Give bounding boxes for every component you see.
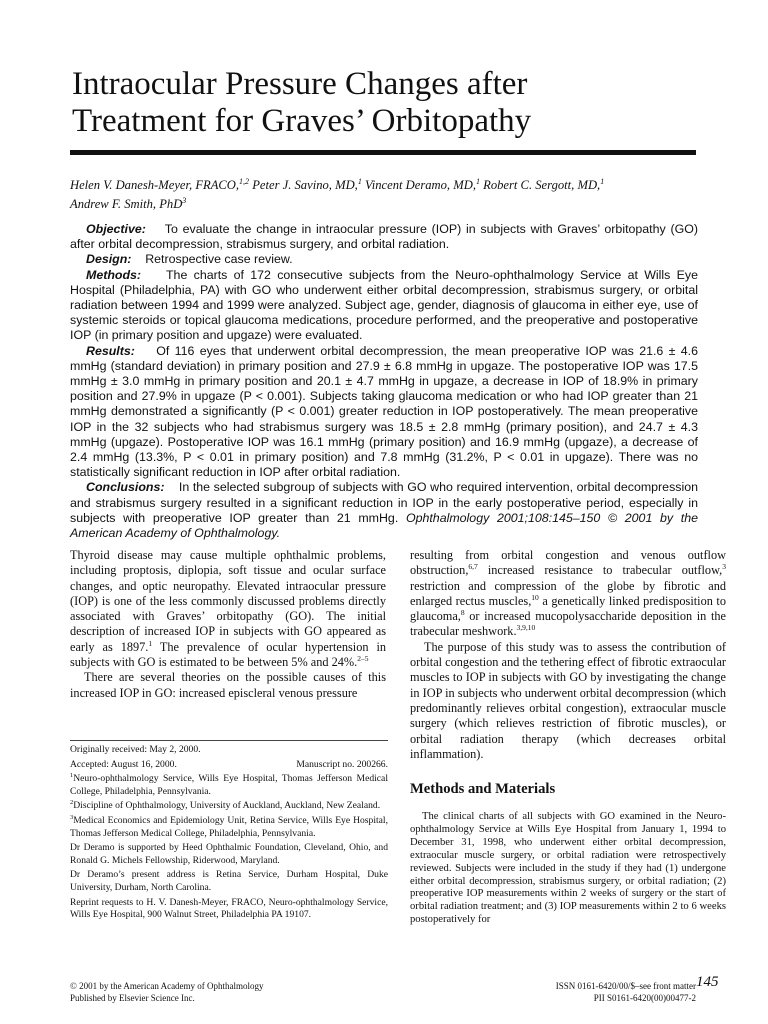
reference-sup: 3,9,10 xyxy=(516,623,536,633)
author-affiliation-sup: 3 xyxy=(182,196,187,206)
article-title xyxy=(72,66,692,140)
body-text: Thyroid disease may cause multiple ophthalmic problems, including proptosis, diplopia, soft tissue and ocular surface changes, and optic neuropathy. Elevated intraocular pressure (IOP) is one of the less commonly discussed problems directly associated with Graves’ orbitopathy (GO). The initial description of increased IOP in subjects with GO appeared as early as 1897. xyxy=(70,548,386,654)
footer-copyright xyxy=(70,981,370,1004)
body-paragraph: The clinical charts of all subjects with GO examined in the Neuro-ophthalmology Service at Wills Eye Hospital from January 1, 1994 to December 31, 1998, who underwent either orbital decompression, extraocular muscle surgery, or orbital radiation were retrospectively reviewed. Subjects were included in the study if they had (1) undergone either orbital decompression, strabismus surgery, or orbital radiation; (2) preoperative IOP measurements within 2 weeks of surgery or the start of orbital radiation treatment; and (3) IOP measurements within 2 to 6 weeks postoperatively for xyxy=(410,811,726,926)
footnote-sup: 1 xyxy=(70,772,74,779)
body-text: restriction and compression of the globe by fibrotic and enlarged rectus muscles, xyxy=(410,578,726,608)
footnote-accepted: Accepted: August 16, 2000. xyxy=(70,758,177,770)
footnote-sup: 2 xyxy=(70,799,74,807)
footnotes xyxy=(70,740,388,924)
footnote-support: Dr Deramo is supported by Heed Ophthalmic Foundation, Cleveland, Ohio, and Ronald G. Michels Fellowship, Riderwood, Maryland. xyxy=(70,842,388,866)
author-affiliation-sup: 1 xyxy=(475,177,480,186)
body-paragraph xyxy=(70,548,386,670)
results-label: Results: xyxy=(86,343,135,358)
footnote-text: Medical Economics and Epidemiology Unit, Retina Service, Wills Eye Hospital, Thomas Jefferson Medical College, Philadelphia, Pennsylvania. xyxy=(70,814,388,839)
conclusions-label: Conclusions: xyxy=(86,480,165,495)
body-text: a genetically linked predisposition to glaucoma, xyxy=(410,593,726,624)
abstract xyxy=(70,222,698,541)
abstract-results xyxy=(70,344,698,481)
manuscript-number: Manuscript no. 200266. xyxy=(296,758,388,770)
copyright-line: © 2001 by the American Academy of Ophthalmology xyxy=(70,981,264,991)
publisher-line: Published by Elsevier Science Inc. xyxy=(70,992,195,1003)
author-name: Robert C. Sergott, MD, xyxy=(483,178,601,193)
abstract-methods xyxy=(70,268,698,344)
author-affiliation-sup: 1,2 xyxy=(239,177,250,186)
body-text: or increased mucopolysaccharide deposition in the trabecular meshwork. xyxy=(410,609,726,639)
design-label: Design: xyxy=(86,252,132,267)
footnote-affiliation-2 xyxy=(70,800,388,813)
author-name: Vincent Deramo, MD, xyxy=(364,178,476,193)
reference-sup: 1 xyxy=(148,638,153,648)
reference-sup: 10 xyxy=(531,592,539,602)
footnote-text: Neuro-ophthalmology Service, Wills Eye Hospital, Thomas Jefferson Medical College, Philadelphia, Pennsylvania. xyxy=(70,773,388,797)
author-name: Peter J. Savino, MD, xyxy=(252,178,358,193)
design-text: Retrospective case review. xyxy=(145,252,293,267)
reference-sup: 8 xyxy=(460,608,465,618)
methods-section-text xyxy=(410,811,726,927)
methods-text: The charts of 172 consecutive subjects from the Neuro-ophthalmology Service at Wills Eye Hospital (Philadelphia, PA) with GO who underwent either orbital decompression, strabismus surgery, or orbital radiation between 1994 and 1999 were analyzed. Subject age, gender, diagnosis of glaucoma in either eye, use of systemic steroids or topical glaucoma medications, procedure performed, and the preoperative and postoperative IOP (in primary position and upgaze) were evaluated. xyxy=(70,267,699,343)
results-text: Of 116 eyes that underwent orbital decompression, the mean preoperative IOP was 21.6 ± 4.6 mmHg (standard deviation) in primary position and 27.9 ± 6.8 mmHg in upgaze. The postoperative IOP was 17.5 mmHg ± 3.0 mmHg in primary position and 20.1 ± 4.7 mmHg in upgaze, a decrease in IOP of 18.9% in primary position and 27.9% in upgaze (P < 0.001). Subjects taking glaucoma medication or who had IOP greater than 21 mmHg demonstrated a significantly (P < 0.001) greater reduction in IOP postoperatively. The mean preoperative IOP in the 32 subjects who had strabismus surgery was 18.5 ± 2.8 mmHg (primary position), and 24.7 ± 4.3 mmHg (upgaze). Postoperative IOP was 16.1 mmHg (primary position) and 16.9 mmHg (upgaze), a decrease of 2.4 mmHg (13.3%, P < 0.01 in primary position) and 7.8 mmHg (31.2%, P < 0.01 in upgaze). There was no statistically significant reduction in IOP after orbital radiation. xyxy=(70,343,698,480)
abstract-design xyxy=(70,252,698,267)
title-line-1: Intraocular Pressure Changes after xyxy=(72,66,528,102)
journal-citation: Ophthalmology 2001;108:145–150 © 2001 by the American Academy of Ophthalmology. xyxy=(70,510,698,541)
author-name: Helen V. Danesh-Meyer, FRACO, xyxy=(70,178,240,193)
reference-sup: 2–5 xyxy=(357,653,369,663)
footnote-affiliation-3 xyxy=(70,815,388,840)
footnote-received: Originally received: May 2, 2000. xyxy=(70,744,201,755)
abstract-conclusions xyxy=(70,480,698,541)
footnote-accepted-row xyxy=(70,759,388,772)
author-affiliation-sup: 1 xyxy=(357,177,362,186)
body-paragraph xyxy=(410,548,726,640)
abstract-objective xyxy=(70,222,698,252)
body-text: increased resistance to trabecular outflow, xyxy=(477,563,723,578)
footnote-sup: 3 xyxy=(70,813,74,821)
footnote-affiliation-1 xyxy=(70,773,388,798)
title-line-2: Treatment for Graves’ Orbitopathy xyxy=(72,103,532,139)
body-text: resulting from orbital congestion and venous outflow obstruction, xyxy=(410,548,726,578)
objective-text: To evaluate the change in intraocular pressure (IOP) in subjects with Graves’ orbitopathy (GO) after orbital decompression, strabismus surgery, and orbital radiation. xyxy=(70,222,699,252)
objective-label: Objective: xyxy=(86,222,146,236)
section-heading-methods: Methods and Materials xyxy=(410,781,556,797)
body-column-left xyxy=(70,548,386,701)
footnote-text: Discipline of Ophthalmology, University of Auckland, Auckland, New Zealand. xyxy=(73,800,381,812)
footnote-address: Dr Deramo’s present address is Retina Service, Durham Hospital, Duke University, Durham, North Carolina. xyxy=(70,869,388,893)
body-text: The prevalence of ocular hypertension in subjects with GO is estimated to be between 5% and 24%. xyxy=(70,639,387,670)
body-paragraph: There are several theories on the possible causes of this increased IOP in GO: increased episcleral venous pressure xyxy=(70,670,386,700)
author-name: Andrew F. Smith, PhD xyxy=(70,197,183,212)
author-list xyxy=(70,174,700,212)
page-number: 145 xyxy=(696,974,719,990)
reference-sup: 6,7 xyxy=(468,562,478,572)
pii-line: PII S0161-6420(00)00477-2 xyxy=(593,992,696,1003)
conclusions-text: In the selected subgroup of subjects with GO who required intervention, orbital decompression and strabismus surgery resulted in a significant reduction in IOP in the early postoperative period, especially in subjects with preoperative IOP greater than 21 mmHg. xyxy=(70,480,699,525)
author-affiliation-sup: 1 xyxy=(600,177,605,186)
title-rule xyxy=(70,150,696,155)
body-paragraph: The purpose of this study was to assess the contribution of orbital congestion and the tethering effect of fibrotic extraocular muscles to IOP in subjects with GO by investigating the change in IOP in subjects who underwent orbital decompression (which predominantly relieves orbital congestion), extraocular muscle surgery (which relieves restriction of fibrotic muscles), or orbital radiation therapy (which decreases orbital inflammation). xyxy=(410,639,726,761)
body-column-right xyxy=(410,548,726,762)
methods-label: Methods: xyxy=(86,267,142,282)
reference-sup: 3 xyxy=(722,562,726,572)
footnote-reprint: Reprint requests to H. V. Danesh-Meyer, FRACO, Neuro-ophthalmology Service, Wills Eye Hospital, 900 Walnut Street, Philadelphia PA 19107. xyxy=(70,896,388,921)
issn-line: ISSN 0161-6420/00/$–see front matter xyxy=(555,981,696,991)
footer-identifiers xyxy=(520,981,696,1004)
